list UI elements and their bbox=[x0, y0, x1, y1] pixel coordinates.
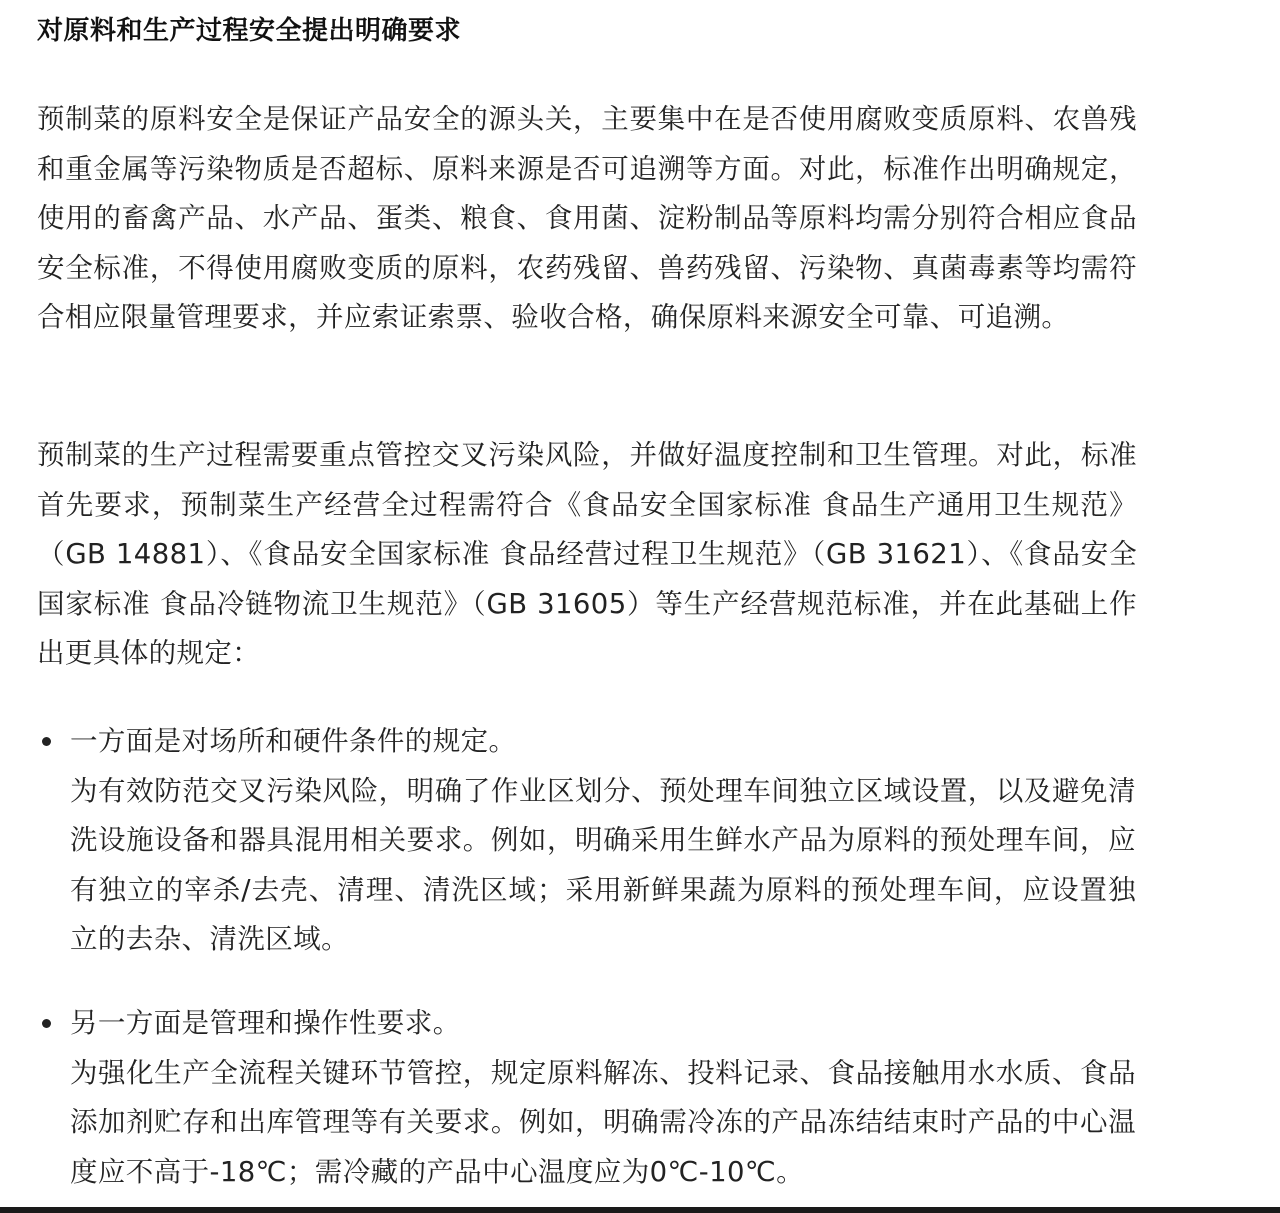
bullet-dot-icon bbox=[42, 737, 51, 746]
list-item-body bbox=[70, 999, 1136, 1197]
list-item-title: 一方面是对场所和硬件条件的规定。 bbox=[70, 725, 517, 757]
bottom-border bbox=[0, 1207, 1280, 1213]
article bbox=[37, 0, 1137, 1188]
list-item-body bbox=[70, 717, 1136, 965]
list-item-title: 另一方面是管理和操作性要求。 bbox=[70, 1007, 461, 1039]
list-item-text: 为强化生产全流程关键环节管控，规定原料解冻、投料记录、食品接触用水水质、食品添加剂贮存和出库管理等有关要求。例如，明确需冷冻的产品冻结结束时产品的中心温度应不高于-18℃；需冷藏的产品中心温度应为0℃-10℃。 bbox=[70, 1056, 1136, 1188]
list-item-facility-requirements bbox=[37, 717, 1137, 965]
section-heading: 对原料和生产过程安全提出明确要求 bbox=[37, 16, 462, 46]
paragraph-production-process: 预制菜的生产过程需要重点管控交叉污染风险，并做好温度控制和卫生管理。对此，标准首先要求，预制菜生产经营全过程需符合《食品安全国家标准 食品生产通用卫生规范》（GB 14881）、《食品安全国家标准 食品经营过程卫生规范》（GB 31621）、《食品安全国家标准 食品冷链物流卫生规范》（GB 31605）等生产经营规范标准，并在此基础上作出更具体的规定： bbox=[37, 439, 1137, 670]
bullet-dot-icon bbox=[42, 1019, 51, 1028]
paragraph-raw-material-safety: 预制菜的原料安全是保证产品安全的源头关，主要集中在是否使用腐败变质原料、农兽残和重金属等污染物质是否超标、原料来源是否可追溯等方面。对此，标准作出明确规定，使用的畜禽产品、水产品、蛋类、粮食、食用菌、淀粉制品等原料均需分别符合相应食品安全标准，不得使用腐败变质的原料，农药残留、兽药残留、污染物、真菌毒素等均需符合相应限量管理要求，并应索证索票、验收合格，确保原料来源安全可靠、可追溯。 bbox=[37, 103, 1137, 334]
list-item-management-requirements bbox=[37, 999, 1137, 1197]
list-item-text: 为有效防范交叉污染风险，明确了作业区划分、预处理车间独立区域设置，以及避免清洗设施设备和器具混用相关要求。例如，明确采用生鲜水产品为原料的预处理车间，应有独立的宰杀/去壳、清理、清洗区域；采用新鲜果蔬为原料的预处理车间，应设置独立的去杂、清洗区域。 bbox=[70, 774, 1136, 956]
